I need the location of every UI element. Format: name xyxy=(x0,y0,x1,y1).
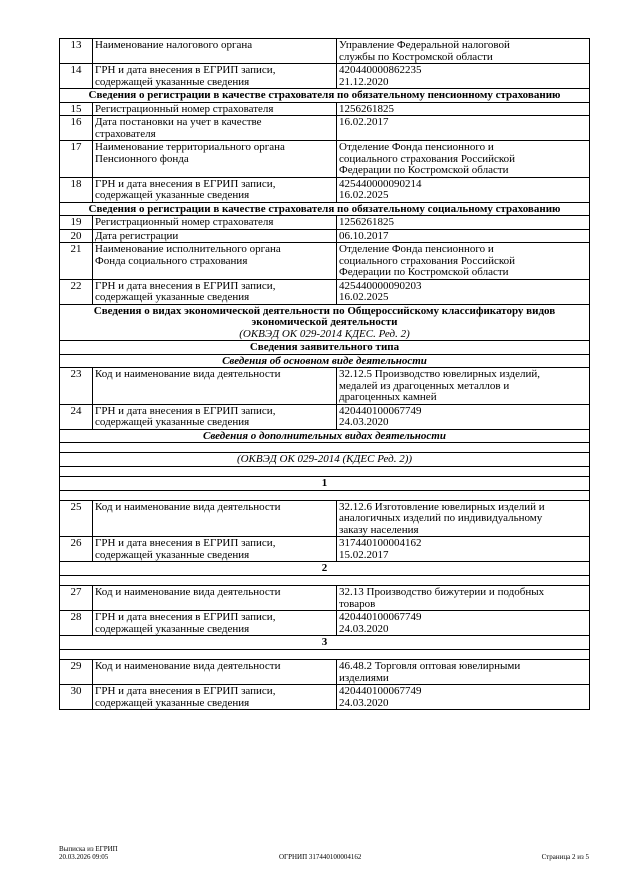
row-label: Наименование территориального органа Пенсионного фонда xyxy=(93,141,337,178)
table-row xyxy=(60,404,590,429)
row-value: Отделение Фонда пенсионного и социального страхования Российской Федерации по Костромской области xyxy=(337,141,590,178)
row-label: Код и наименование вида деятельности xyxy=(93,586,337,611)
table-row xyxy=(60,660,590,685)
row-number: 24 xyxy=(60,404,93,429)
row-label: ГРН и дата внесения в ЕГРИП записи, содержащей указанные сведения xyxy=(93,611,337,636)
row-label: ГРН и дата внесения в ЕГРИП записи, содержащей указанные сведения xyxy=(93,685,337,710)
row-number: 23 xyxy=(60,368,93,405)
row-number: 28 xyxy=(60,611,93,636)
footer-doc-title: Выписка из ЕГРИП xyxy=(59,845,118,853)
table-row xyxy=(60,368,590,405)
table-row xyxy=(60,102,590,116)
row-label: Наименование исполнительного органа Фонда социального страхования xyxy=(93,243,337,280)
blank-row xyxy=(60,650,590,660)
row-number: 17 xyxy=(60,141,93,178)
row-number: 20 xyxy=(60,229,93,243)
row-label: Дата постановки на учет в качестве страхователя xyxy=(93,116,337,141)
row-value: 1256261825 xyxy=(337,102,590,116)
row-value: 46.48.2 Торговля оптовая ювелирными изделиями xyxy=(337,660,590,685)
row-number: 29 xyxy=(60,660,93,685)
section-title-pension: Сведения о регистрации в качестве страхователя по обязательному пенсионному страхованию xyxy=(60,89,590,103)
additional-note: (ОКВЭД ОК 029-2014 (КДЕС Ред. 2)) xyxy=(60,453,590,467)
row-number: 14 xyxy=(60,64,93,89)
group-header xyxy=(60,636,590,650)
table-row xyxy=(60,64,590,89)
table-row xyxy=(60,685,590,710)
egrip-table xyxy=(59,38,590,710)
row-number: 18 xyxy=(60,177,93,202)
section-header xyxy=(60,202,590,216)
row-label: ГРН и дата внесения в ЕГРИП записи, содержащей указанные сведения xyxy=(93,404,337,429)
row-value: 32.13 Производство бижутерии и подобных товаров xyxy=(337,586,590,611)
row-value: 06.10.2017 xyxy=(337,229,590,243)
section-header xyxy=(60,89,590,103)
row-number: 26 xyxy=(60,537,93,562)
table-row xyxy=(60,243,590,280)
subsection-title-additional: Сведения о дополнительных видах деятельности xyxy=(60,429,590,443)
row-number: 27 xyxy=(60,586,93,611)
note-row xyxy=(60,453,590,467)
row-value: 420440000862235 21.12.2020 xyxy=(337,64,590,89)
row-number: 22 xyxy=(60,279,93,304)
footer-left xyxy=(59,845,118,861)
section-header xyxy=(60,341,590,355)
row-value: 425440000090203 16.02.2025 xyxy=(337,279,590,304)
section-title-okved xyxy=(60,304,590,341)
table-row xyxy=(60,229,590,243)
table-row xyxy=(60,141,590,178)
subsection-title-main: Сведения об основном виде деятельности xyxy=(60,354,590,368)
footer-page-number: Страница 2 из 5 xyxy=(541,853,589,861)
footer-ogrnip: ОГРНИП 317440100004162 xyxy=(279,853,362,861)
row-value: 420440100067749 24.03.2020 xyxy=(337,611,590,636)
row-label: Код и наименование вида деятельности xyxy=(93,500,337,537)
row-number: 21 xyxy=(60,243,93,280)
section-title-okved-note: (ОКВЭД ОК 029-2014 КДЕС. Ред. 2) xyxy=(239,327,410,340)
table-row xyxy=(60,611,590,636)
row-number: 15 xyxy=(60,102,93,116)
blank-cell xyxy=(60,490,590,500)
row-value: 32.12.5 Производство ювелирных изделий, медалей из драгоценных металлов и драгоценных камней xyxy=(337,368,590,405)
group-number: 1 xyxy=(60,476,590,490)
row-value: 420440100067749 24.03.2020 xyxy=(337,685,590,710)
section-title-declarant: Сведения заявительного типа xyxy=(60,341,590,355)
egrip-extract-page xyxy=(59,38,589,710)
row-label: Дата регистрации xyxy=(93,229,337,243)
row-label: Код и наименование вида деятельности xyxy=(93,368,337,405)
row-label: Регистрационный номер страхователя xyxy=(93,102,337,116)
row-number: 25 xyxy=(60,500,93,537)
row-label: Регистрационный номер страхователя xyxy=(93,216,337,230)
blank-row xyxy=(60,576,590,586)
row-value: Отделение Фонда пенсионного и социального страхования Российской Федерации по Костромской области xyxy=(337,243,590,280)
row-label: Код и наименование вида деятельности xyxy=(93,660,337,685)
table-row xyxy=(60,537,590,562)
group-number: 2 xyxy=(60,562,590,576)
row-label: ГРН и дата внесения в ЕГРИП записи, содержащей указанные сведения xyxy=(93,177,337,202)
row-value: 317440100004162 15.02.2017 xyxy=(337,537,590,562)
blank-cell xyxy=(60,443,590,453)
row-value: Управление Федеральной налоговой службы по Костромской области xyxy=(337,39,590,64)
section-title-social: Сведения о регистрации в качестве страхователя по обязательному социальному страхованию xyxy=(60,202,590,216)
group-header xyxy=(60,476,590,490)
row-number: 13 xyxy=(60,39,93,64)
blank-row xyxy=(60,443,590,453)
section-header xyxy=(60,304,590,341)
table-row xyxy=(60,500,590,537)
row-label: ГРН и дата внесения в ЕГРИП записи, содержащей указанные сведения xyxy=(93,537,337,562)
row-value: 425440000090214 16.02.2025 xyxy=(337,177,590,202)
table-row xyxy=(60,177,590,202)
row-label: Наименование налогового органа xyxy=(93,39,337,64)
row-value: 32.12.6 Изготовление ювелирных изделий и аналогичных изделий по индивидуальному заказу населения xyxy=(337,500,590,537)
footer-timestamp: 20.03.2026 09:05 xyxy=(59,853,109,861)
blank-row xyxy=(60,490,590,500)
blank-cell xyxy=(60,650,590,660)
table-row xyxy=(60,216,590,230)
row-value: 16.02.2017 xyxy=(337,116,590,141)
row-number: 16 xyxy=(60,116,93,141)
row-number: 19 xyxy=(60,216,93,230)
group-number: 3 xyxy=(60,636,590,650)
group-header xyxy=(60,562,590,576)
blank-cell xyxy=(60,576,590,586)
row-value: 420440100067749 24.03.2020 xyxy=(337,404,590,429)
table-row xyxy=(60,279,590,304)
table-row xyxy=(60,586,590,611)
row-label: ГРН и дата внесения в ЕГРИП записи, содержащей указанные сведения xyxy=(93,279,337,304)
row-label: ГРН и дата внесения в ЕГРИП записи, содержащей указанные сведения xyxy=(93,64,337,89)
page-footer xyxy=(59,845,589,865)
table-row xyxy=(60,39,590,64)
table-row xyxy=(60,116,590,141)
subsection-header xyxy=(60,354,590,368)
blank-cell xyxy=(60,466,590,476)
blank-row xyxy=(60,466,590,476)
subsection-header xyxy=(60,429,590,443)
row-number: 30 xyxy=(60,685,93,710)
row-value: 1256261825 xyxy=(337,216,590,230)
section-title-okved-text: Сведения о видах экономической деятельности по Общероссийскому классификатору видов экономической деятельности xyxy=(93,304,556,328)
